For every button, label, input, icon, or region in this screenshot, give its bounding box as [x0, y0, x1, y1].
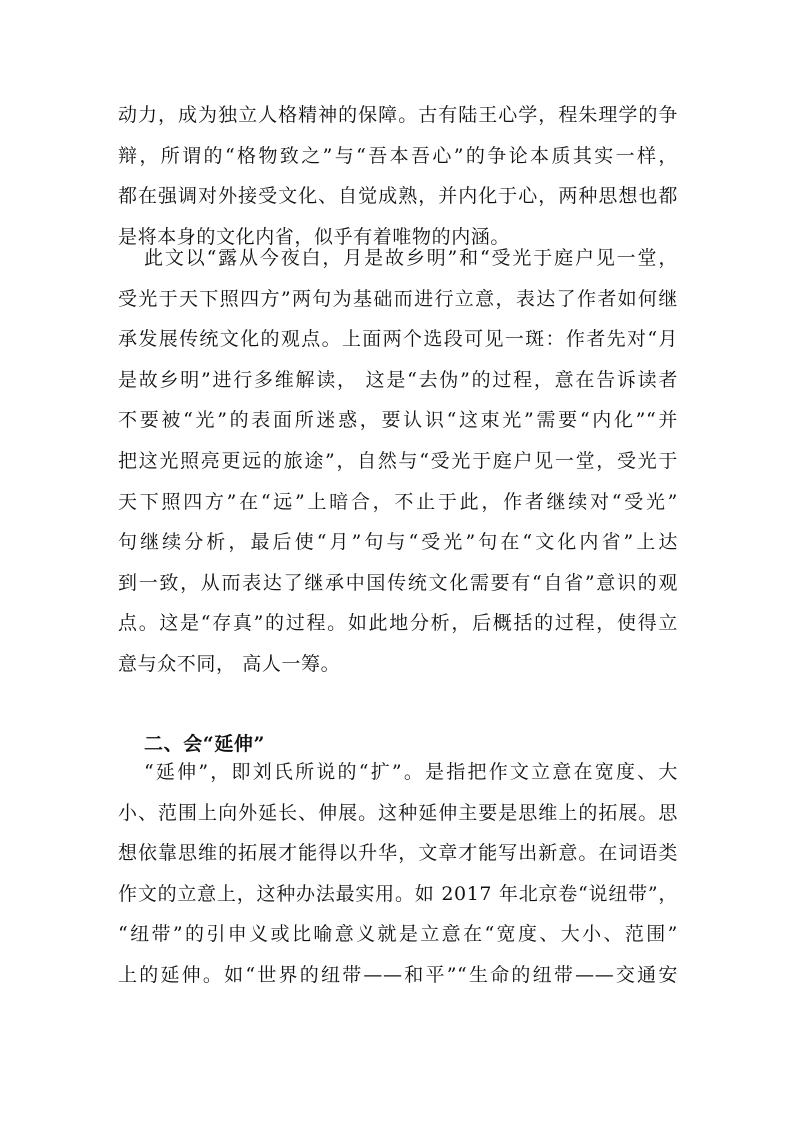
- text-line: 天下照四方”在“远”上暗合，不止于此，作者继续对“受光”: [118, 490, 678, 513]
- text-line: “纽带”的引申义或比喻意义就是立意在“宽度、大小、范围”: [118, 923, 678, 946]
- text-line: 想依靠思维的拓展才能得以升华，文章才能写出新意。在词语类: [118, 842, 678, 865]
- text-line: 作文的立意上，这种办法最实用。如 2017 年北京卷“说纽带”，: [118, 882, 678, 905]
- text-line: 到一致，从而表达了继承中国传统文化需要有“自省”意识的观: [118, 571, 678, 594]
- text-line: “延伸”，即刘氏所说的“扩”。是指把作文立意在宽度、大: [144, 761, 678, 783]
- text-line: 点。这是“存真”的过程。如此地分析，后概括的过程，使得立: [118, 612, 678, 635]
- text-line: 受光于天下照四方”两句为基础而进行立意，表达了作者如何继: [118, 287, 678, 310]
- text-line: 都在强调对外接受文化、自觉成熟，并内化于心，两种思想也都: [118, 185, 678, 208]
- text-line: 句继续分析，最后使“月”句与“受光”句在“文化内省”上达: [118, 531, 678, 554]
- text-line: 动力，成为独立人格精神的保障。古有陆王心学，程朱理学的争: [118, 104, 678, 126]
- text-line: 承发展传统文化的观点。上面两个选段可见一斑：作者先对“月: [118, 328, 678, 351]
- text-line: 把这光照亮更远的旅途”，自然与“受光于庭户见一堂，受光于: [118, 449, 678, 472]
- text-line: 小、范围上向外延长、伸展。这种延伸主要是思维上的拓展。思: [118, 801, 678, 824]
- text-line: 此文以“露从今夜白，月是故乡明”和“受光于庭户见一堂，: [144, 247, 678, 269]
- text-line: 不要被“光”的表面所迷惑，要认识“这束光”需要“内化”“并: [118, 409, 678, 432]
- paragraph-extension: [118, 752, 678, 996]
- text-line: 是故乡明”进行多维解读， 这是“去伪”的过程，意在告诉读者: [118, 368, 678, 391]
- text-line: 是将本身的文化内省，似乎有着唯物的内涵。: [118, 225, 511, 248]
- text-line: 辩，所谓的“格物致之”与“吾本吾心”的争论本质其实一样，: [118, 144, 678, 167]
- paragraph-essay-analysis: [118, 238, 678, 685]
- paragraph-heart-learning: [118, 95, 678, 257]
- section-heading-text: 二、会“延伸”: [144, 733, 266, 755]
- text-line: 意与众不同， 高人一筹。: [118, 652, 341, 675]
- text-line: 上的延伸。如“世界的纽带——和平”“生命的纽带——交通安: [118, 963, 678, 986]
